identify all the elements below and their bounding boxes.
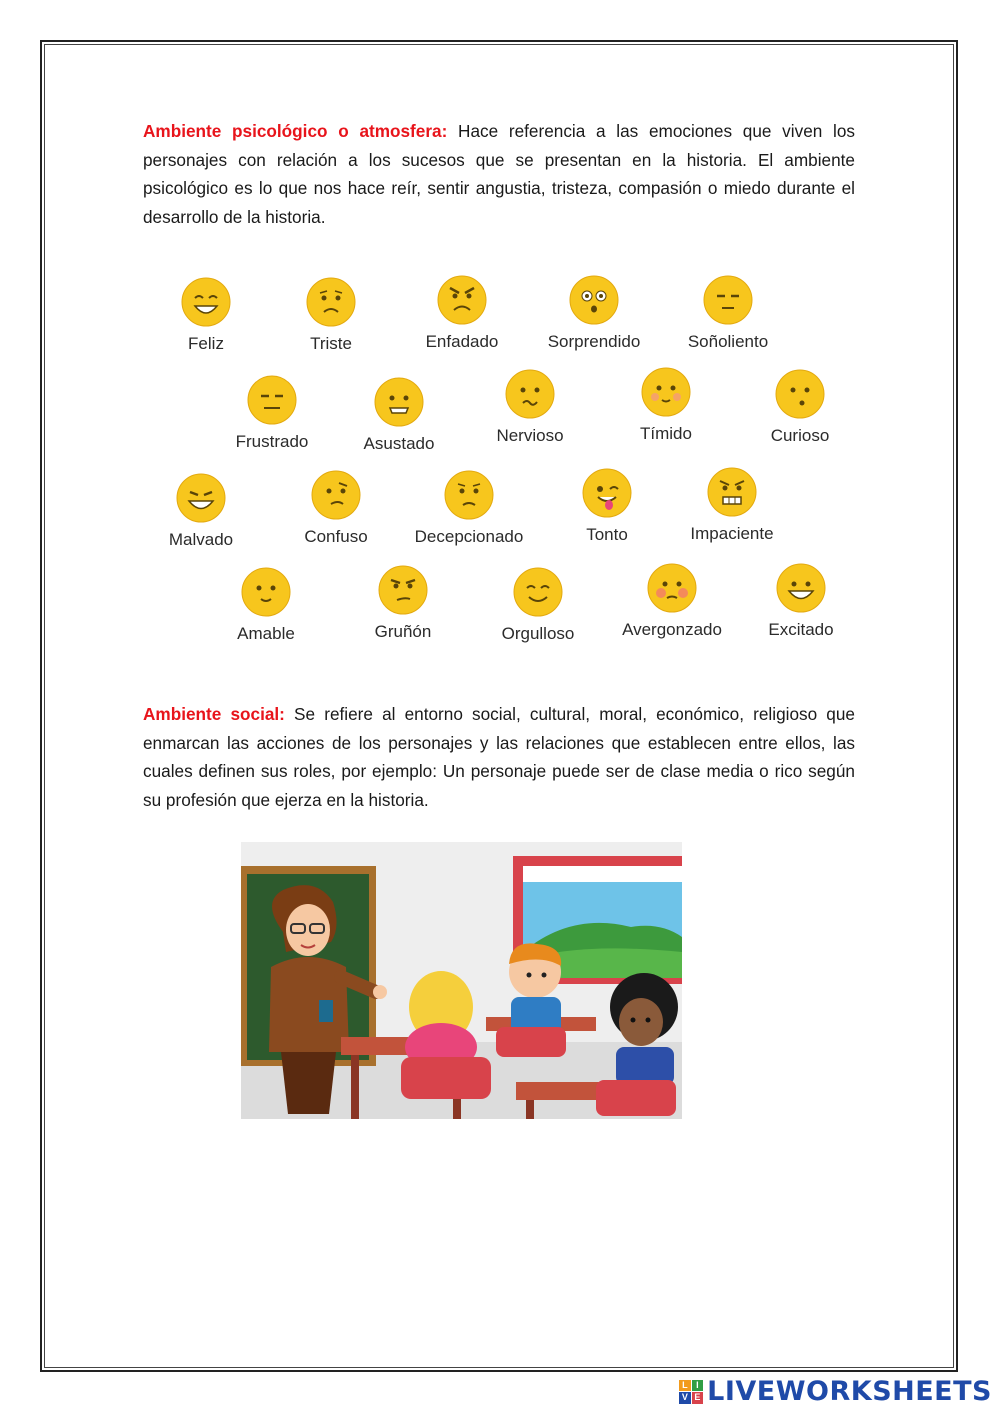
- emotion-label: Triste: [310, 334, 352, 353]
- classroom-illustration: [241, 842, 682, 1119]
- curious-face-icon: [774, 368, 826, 420]
- disappointed-face-icon: [443, 469, 495, 521]
- paragraph-psychological-ambience: [143, 117, 855, 231]
- happy-face-icon: [180, 276, 232, 328]
- embarrassed-face-icon: [646, 562, 698, 614]
- logo-letter: V: [679, 1392, 691, 1404]
- sleepy-face-icon: [702, 274, 754, 326]
- evil-face-icon: [175, 472, 227, 524]
- kind-face-icon: [240, 566, 292, 618]
- emotion-item: [542, 467, 672, 545]
- emotion-item: [271, 469, 401, 547]
- emotion-label: Sorprendido: [547, 332, 641, 351]
- emotion-item: [136, 472, 266, 550]
- emotion-label: Enfadado: [425, 332, 499, 351]
- watermark-text: LIVEWORKSHEETS: [707, 1376, 992, 1407]
- surprised-face-icon: [568, 274, 620, 326]
- emotion-item: [601, 366, 731, 444]
- angry-face-icon: [436, 274, 488, 326]
- emotion-item: [663, 274, 793, 352]
- emotion-label: Excitado: [768, 620, 834, 639]
- logo-letter: E: [692, 1392, 704, 1404]
- emotion-item: [735, 368, 865, 446]
- scared-face-icon: [373, 376, 425, 428]
- emotion-item: [465, 368, 595, 446]
- definition-social-ambience: Se refiere al entorno social, cultural, moral, económico, religioso que enmarcan las acciones de los personajes y las relaciones que establecen entre ellos, las cuales definen sus roles, por ejemplo: Un personaje puede ser de clase media o rico según su profesión que ejerza en la historia.: [143, 704, 855, 810]
- emotion-item: [334, 376, 464, 454]
- liveworksheets-logo-icon: [679, 1380, 703, 1404]
- sad-face-icon: [305, 276, 357, 328]
- emotion-label: Orgulloso: [501, 624, 575, 643]
- paragraph-social-ambience: [143, 700, 855, 814]
- emotion-label: Nervioso: [496, 426, 564, 445]
- emotion-item: [529, 274, 659, 352]
- proud-face-icon: [512, 566, 564, 618]
- emotion-label: Frustrado: [235, 432, 309, 451]
- emotion-label: Confuso: [304, 527, 368, 546]
- emotion-label: Asustado: [363, 434, 435, 453]
- emotion-item: [207, 374, 337, 452]
- emotion-label: Soñoliento: [687, 332, 769, 351]
- emotion-item: [473, 566, 603, 644]
- emotion-label: Curioso: [770, 426, 830, 445]
- emotion-item: [338, 564, 468, 642]
- logo-letter: L: [679, 1380, 691, 1392]
- nervous-face-icon: [504, 368, 556, 420]
- confused-face-icon: [310, 469, 362, 521]
- watermark: [679, 1376, 992, 1407]
- term-social-ambience: Ambiente social:: [143, 704, 285, 724]
- emotion-item: [141, 276, 271, 354]
- term-psychological-ambience: Ambiente psicológico o atmosfera:: [143, 121, 448, 141]
- emotion-label: Feliz: [188, 334, 224, 353]
- emotion-item: [201, 566, 331, 644]
- emotion-label: Impaciente: [690, 524, 774, 543]
- emotion-item: [266, 276, 396, 354]
- silly-face-icon: [581, 467, 633, 519]
- emotion-label: Gruñón: [374, 622, 432, 641]
- emotion-item: [397, 274, 527, 352]
- emotion-item: [607, 562, 737, 640]
- emotion-label: Decepcionado: [414, 527, 524, 546]
- grumpy-face-icon: [377, 564, 429, 616]
- emotion-item: [736, 562, 866, 640]
- impatient-face-icon: [706, 466, 758, 518]
- emotion-item: [404, 469, 534, 547]
- definition-psychological-ambience: Hace referencia a las emociones que viven los personajes con relación a los sucesos que se presentan en la historia. El ambiente psicológico es lo que nos hace reír, sentir angustia, tristeza, compasión o miedo durante el desarrollo de la historia.: [143, 121, 855, 227]
- emotion-item: [667, 466, 797, 544]
- frustrated-face-icon: [246, 374, 298, 426]
- excited-face-icon: [775, 562, 827, 614]
- emotion-label: Malvado: [168, 530, 234, 549]
- shy-face-icon: [640, 366, 692, 418]
- emotion-label: Tímido: [640, 424, 692, 443]
- emotion-label: Tonto: [586, 525, 628, 544]
- emotion-label: Amable: [237, 624, 295, 643]
- emotion-label: Avergonzado: [622, 620, 722, 639]
- logo-letter: I: [692, 1380, 704, 1392]
